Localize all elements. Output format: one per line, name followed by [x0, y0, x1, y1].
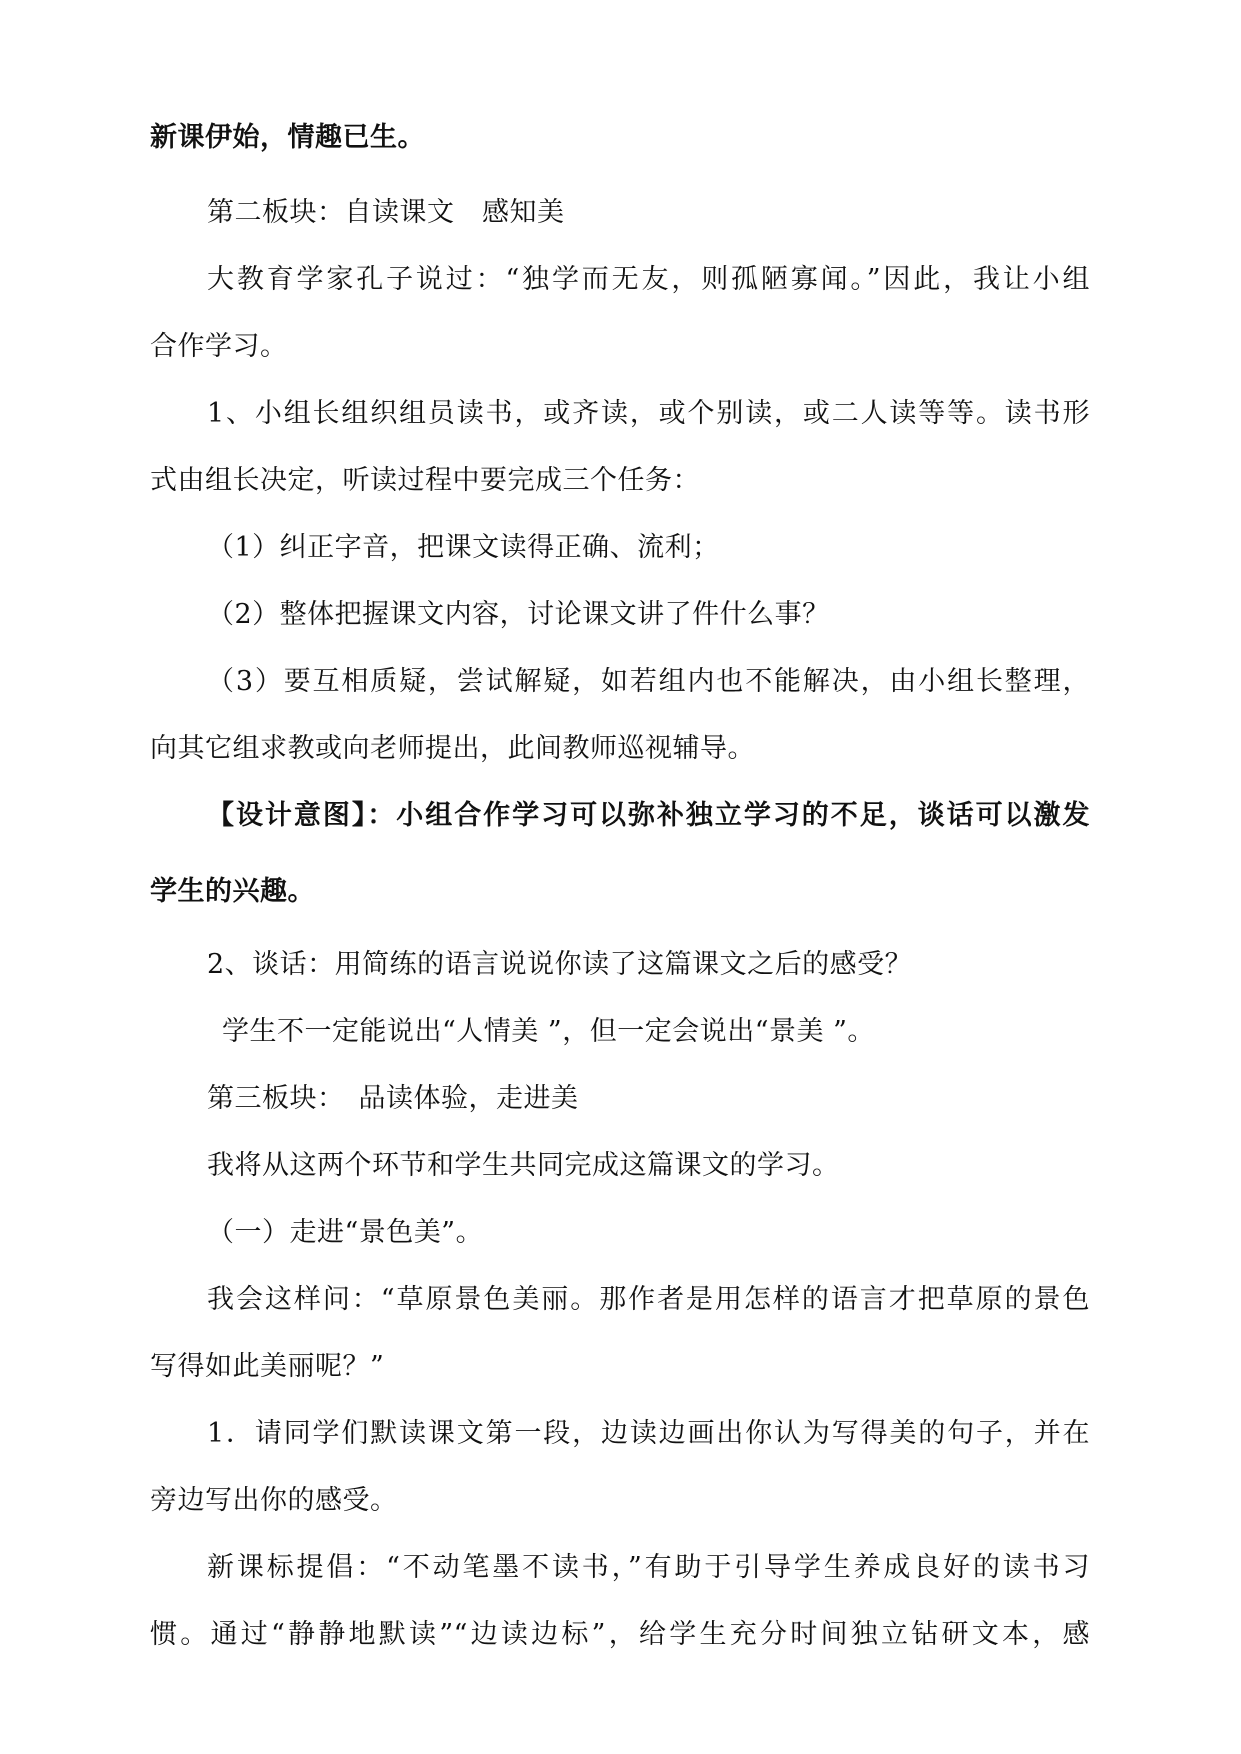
subsection-heading: （一）走进“景色美”。	[207, 1217, 484, 1248]
paragraph-line: 向其它组求教或向老师提出，此间教师巡视辅导。	[150, 733, 755, 764]
paragraph-line: 式由组长决定，听读过程中要完成三个任务：	[150, 465, 700, 496]
paragraph-line: 1、小组长组织组员读书，或齐读，或个别读，或二人读等等。读书形	[207, 398, 1090, 429]
paragraph-line: 合作学习。	[150, 331, 288, 362]
design-intent-note: 【设计意图】：小组合作学习可以弥补独立学习的不足，谈话可以激发	[207, 800, 1090, 831]
paragraph-line: 新课伊始，情趣已生。	[150, 122, 425, 153]
paragraph-line: 新课标提倡：“不动笔墨不读书，”有助于引导学生养成良好的读书习	[207, 1552, 1090, 1583]
list-item: （2）整体把握课文内容，讨论课文讲了件什么事？	[207, 599, 830, 630]
paragraph-line: 1．请同学们默读课文第一段，边读边画出你认为写得美的句子，并在	[207, 1418, 1090, 1449]
list-item: （3）要互相质疑，尝试解疑，如若组内也不能解决，由小组长整理，	[207, 666, 1090, 697]
paragraph-line: 我会这样问：“草原景色美丽。那作者是用怎样的语言才把草原的景色	[207, 1284, 1090, 1315]
section-heading: 第三板块： 品读体验，走进美	[207, 1083, 579, 1114]
list-item: （1）纠正字音，把课文读得正确、流利；	[207, 532, 720, 563]
section-heading: 第二板块：自读课文 感知美	[207, 197, 565, 228]
paragraph-line: 写得如此美丽呢？”	[150, 1351, 385, 1382]
paragraph-line: 2、谈话：用简练的语言说说你读了这篇课文之后的感受？	[207, 949, 913, 980]
paragraph-line: 旁边写出你的感受。	[150, 1485, 398, 1516]
paragraph-line: 我将从这两个环节和学生共同完成这篇课文的学习。	[207, 1150, 840, 1181]
paragraph-line: 学生不一定能说出“人情美 ”，但一定会说出“景美 ”。	[222, 1016, 875, 1047]
paragraph-line: 惯。通过“静静地默读”“边读边标”，给学生充分时间独立钻研文本，感	[150, 1619, 1090, 1650]
paragraph-line: 大教育学家孔子说过：“独学而无友，则孤陋寡闻。”因此，我让小组	[207, 264, 1090, 295]
design-intent-note: 学生的兴趣。	[150, 876, 315, 907]
